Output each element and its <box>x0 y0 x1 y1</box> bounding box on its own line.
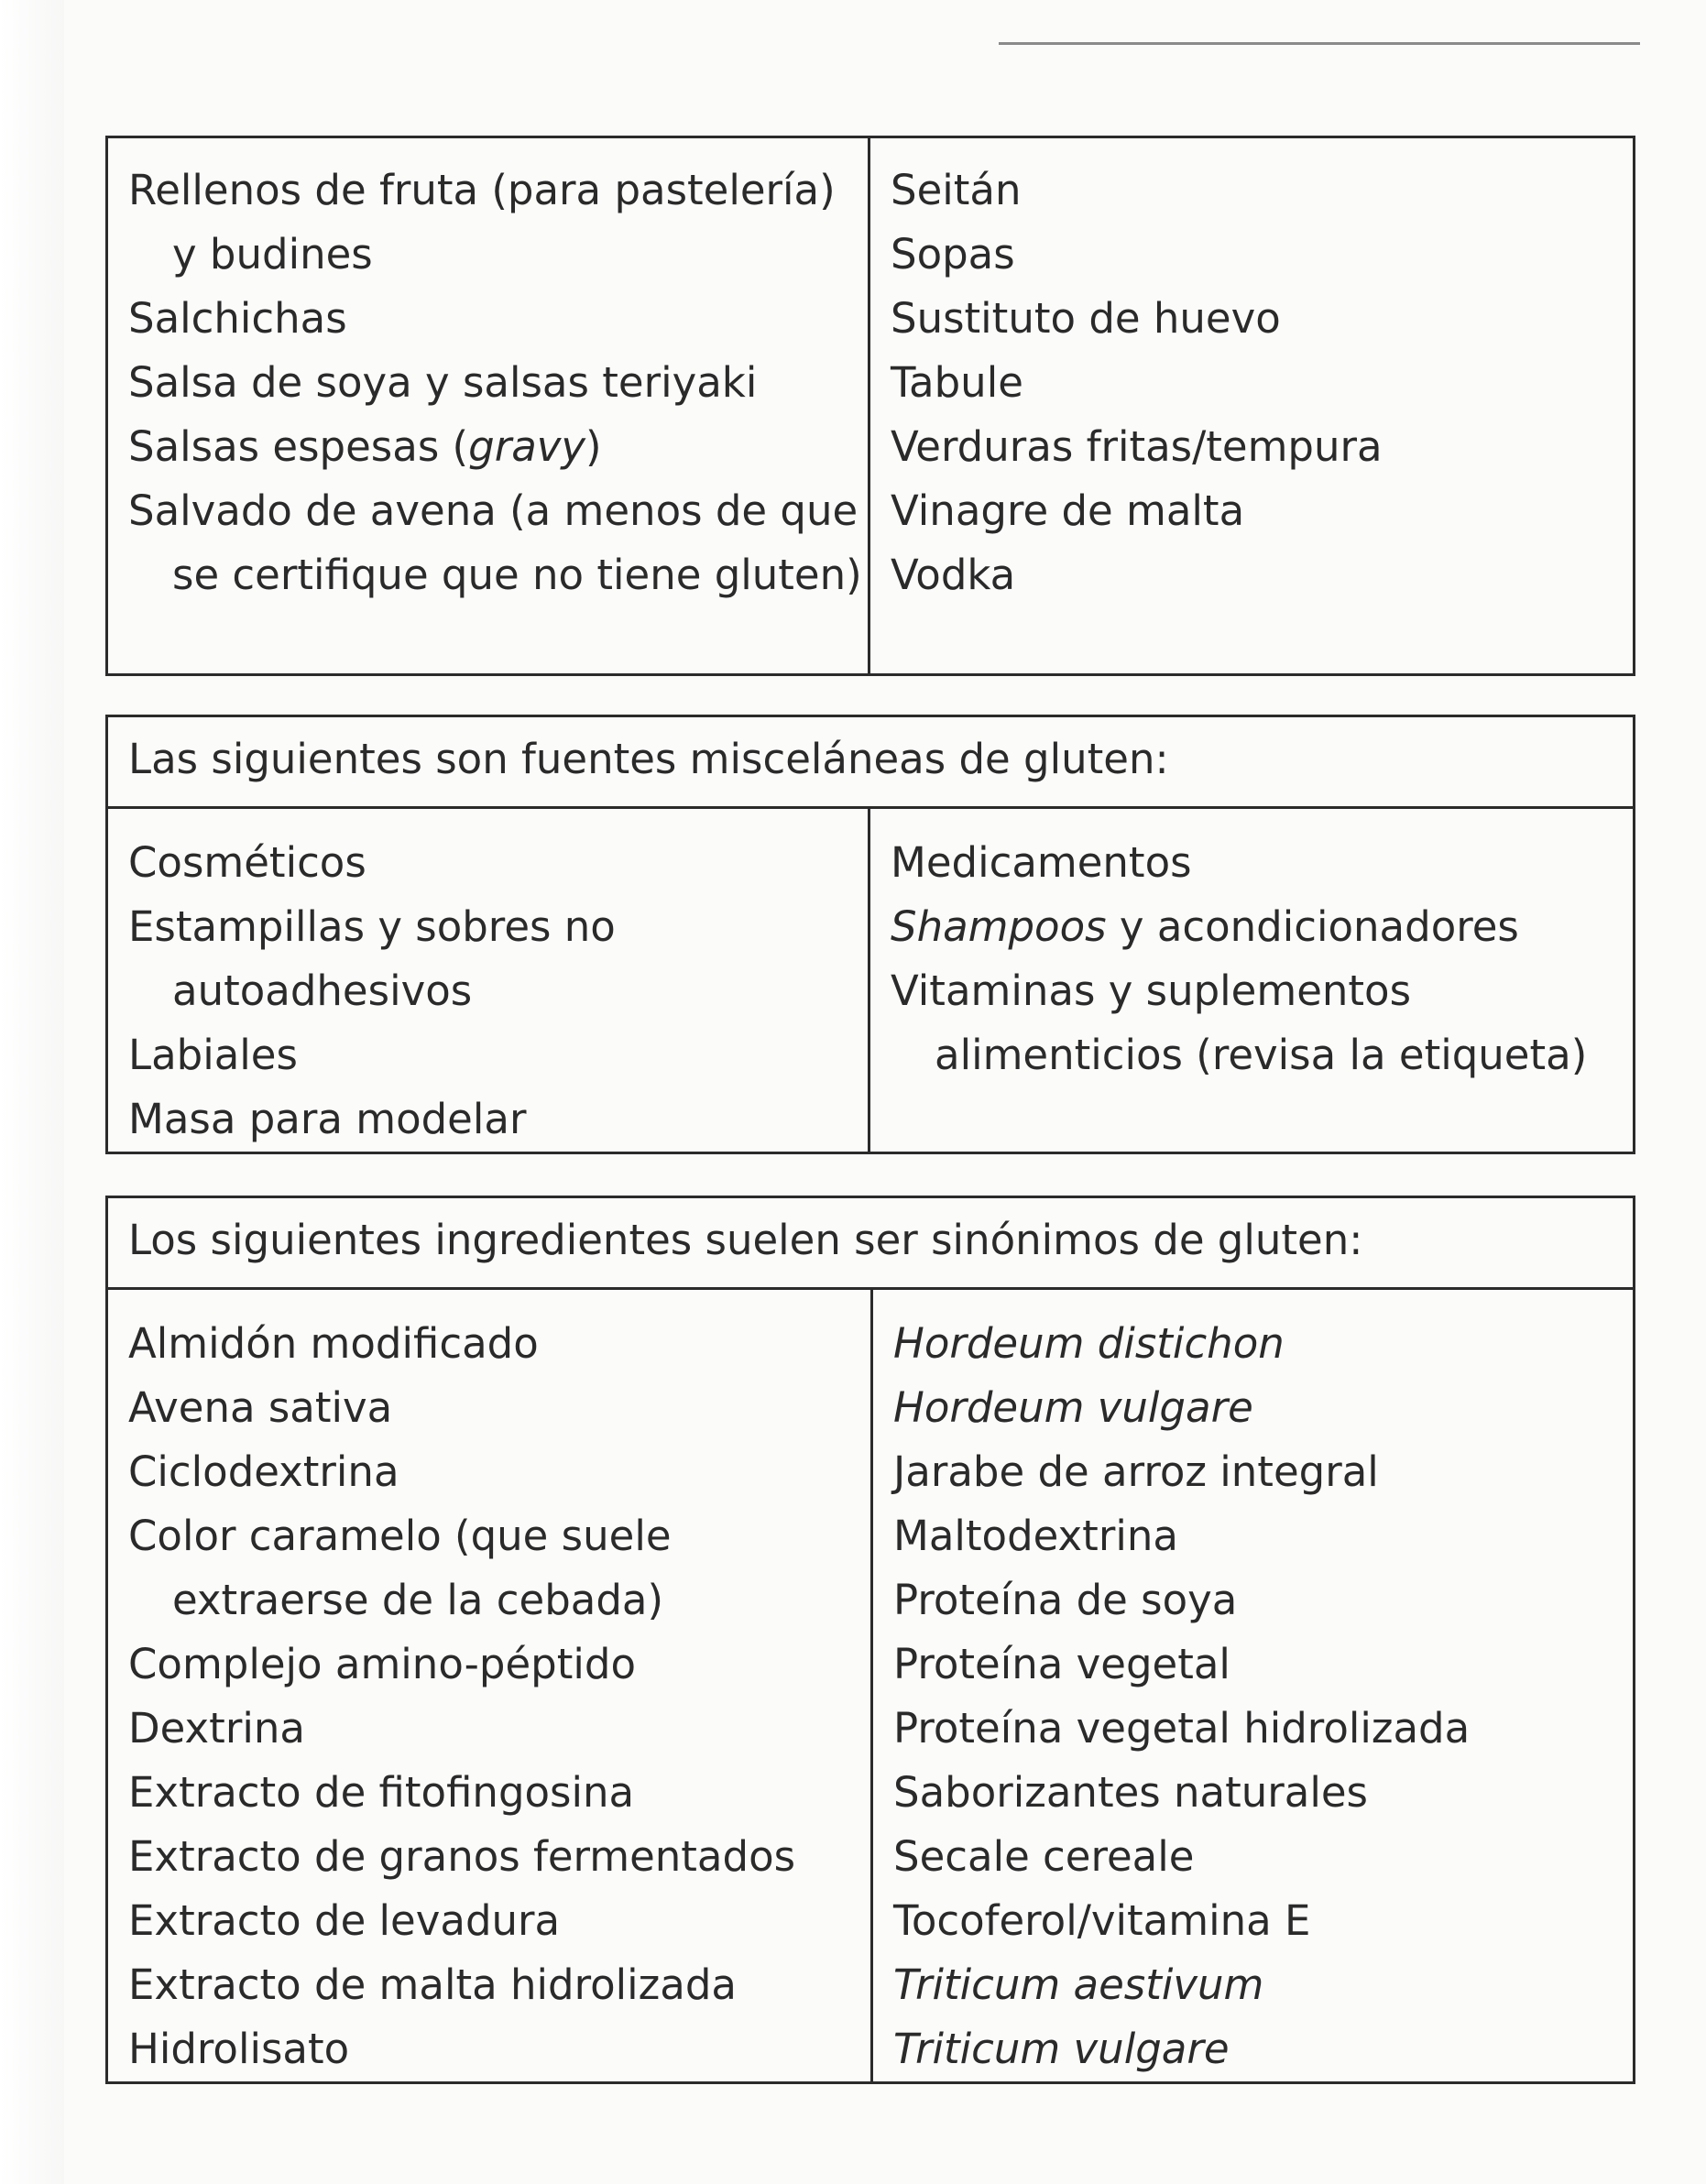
table-columns <box>108 809 1633 1152</box>
list-item: Extracto de granos fermentados <box>128 1832 796 1881</box>
list-item: Sustituto de huevo <box>891 294 1281 343</box>
list-item: Hordeum distichon <box>893 1319 1285 1368</box>
list-item: Tocoferol/vitamina E <box>893 1896 1311 1945</box>
gluten-synonyms-table <box>105 1196 1635 2084</box>
list-item: Extracto de malta hidrolizada <box>128 1960 737 2009</box>
list-item: Saborizantes naturales <box>893 1768 1369 1817</box>
right-column <box>873 1290 1633 2081</box>
list-item: Vodka <box>891 551 1016 599</box>
list-item: Vitaminas y suplementos alimenticios (revisa la etiqueta) <box>891 966 1588 1079</box>
list-item: Dextrina <box>128 1704 305 1753</box>
list-item-text: y acondicionadores <box>1106 902 1519 951</box>
table-columns <box>108 138 1633 673</box>
list-item: Estampillas y sobres no autoadhesivos <box>128 902 616 1015</box>
misc-sources-table <box>105 715 1635 1154</box>
list-item: Salvado de avena (a menos de que se certifique que no tiene gluten) <box>128 486 862 599</box>
top-rule <box>999 42 1640 45</box>
list-item: Hidrolisato <box>128 2025 350 2073</box>
right-column <box>870 138 1633 673</box>
left-column <box>108 1290 873 2081</box>
list-item-italic-text: Shampoos <box>891 902 1107 951</box>
table-heading: Los siguientes ingredientes suelen ser sinónimos de gluten: <box>108 1198 1633 1290</box>
list-item-italic-text: gravy <box>468 422 586 471</box>
list-item-text: ) <box>585 422 602 471</box>
list-item: Rellenos de fruta (para pastelería) y budines <box>128 166 836 278</box>
left-list <box>128 158 868 607</box>
gluten-foods-table-continued <box>105 136 1635 676</box>
list-item: Tabule <box>891 358 1023 407</box>
list-item: Ciclodextrina <box>128 1447 399 1496</box>
list-item: Hordeum vulgare <box>893 1383 1253 1432</box>
list-item: Seitán <box>891 166 1022 214</box>
left-column <box>108 809 870 1152</box>
list-item <box>128 415 868 479</box>
right-list <box>891 831 1633 1087</box>
list-item: Verduras fritas/tempura <box>891 422 1383 471</box>
left-list <box>128 1312 870 2081</box>
list-item: Salchichas <box>128 294 347 343</box>
list-item: Proteína vegetal hidrolizada <box>893 1704 1471 1753</box>
list-item: Medicamentos <box>891 838 1192 887</box>
list-item: Maltodextrina <box>893 1512 1178 1560</box>
list-item: Vinagre de malta <box>891 486 1245 535</box>
list-item: Avena sativa <box>128 1383 393 1432</box>
list-item: Masa para modelar <box>128 1095 527 1143</box>
list-item <box>891 895 1633 959</box>
list-item: Proteína de soya <box>893 1576 1238 1624</box>
list-item: Sopas <box>891 230 1015 278</box>
list-item: Triticum aestivum <box>893 1960 1264 2009</box>
right-column <box>870 809 1633 1152</box>
left-list <box>128 831 868 1152</box>
list-item: Complejo amino-péptido <box>128 1640 636 1688</box>
list-item: Secale cereale <box>893 1832 1195 1881</box>
list-item: Color caramelo (que suele extraerse de la cebada) <box>128 1512 672 1624</box>
list-item: Almidón modificado <box>128 1319 539 1368</box>
table-heading: Las siguientes son fuentes misceláneas de gluten: <box>108 717 1633 809</box>
list-item: Cosméticos <box>128 838 366 887</box>
list-item-text: Salsas espesas ( <box>128 422 469 471</box>
right-list <box>893 1312 1633 2081</box>
list-item: Labiales <box>128 1031 298 1079</box>
list-item: Extracto de levadura <box>128 1896 561 1945</box>
list-item: Triticum vulgare <box>893 2025 1230 2073</box>
list-item: Salsa de soya y salsas teriyaki <box>128 358 758 407</box>
list-item: Proteína vegetal <box>893 1640 1230 1688</box>
table-columns <box>108 1290 1633 2081</box>
left-column <box>108 138 870 673</box>
list-item: Jarabe de arroz integral <box>893 1447 1379 1496</box>
list-item: Extracto de fitofingosina <box>128 1768 635 1817</box>
scan-edge <box>0 0 64 2184</box>
right-list <box>891 158 1633 607</box>
